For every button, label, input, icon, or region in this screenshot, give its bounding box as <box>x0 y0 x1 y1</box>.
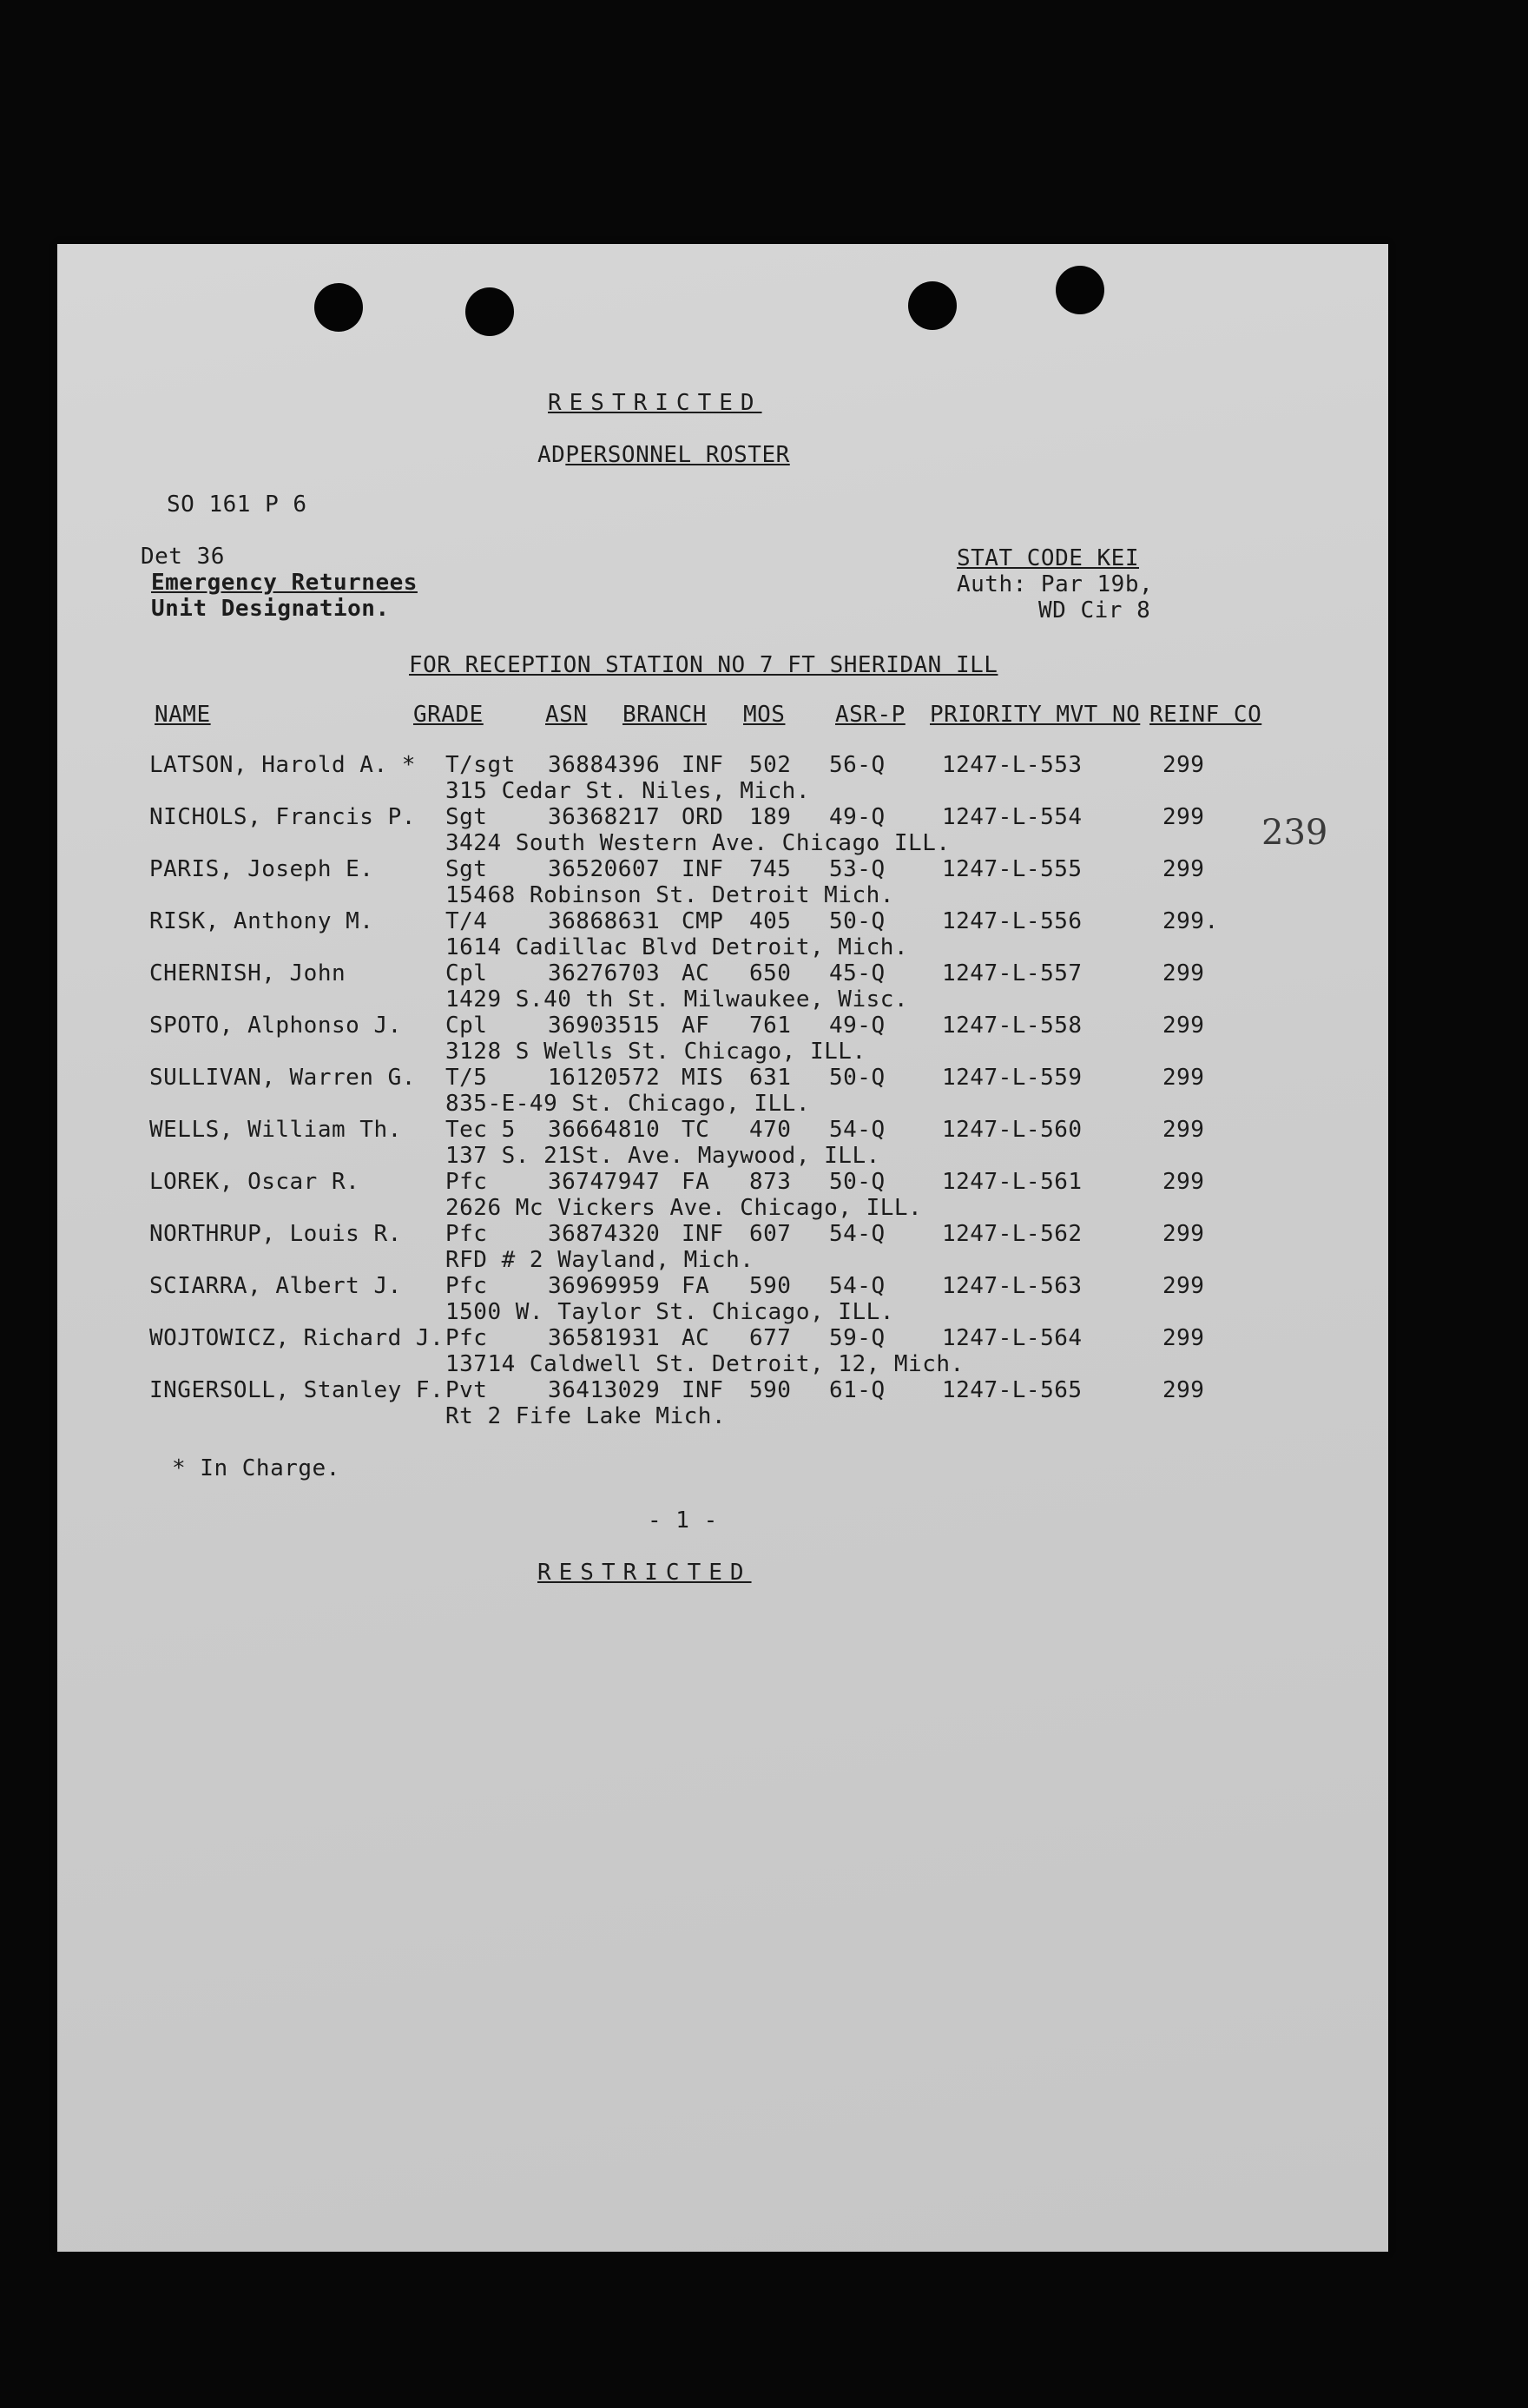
branch-cell: FA <box>682 1169 710 1195</box>
asr-cell: 50-Q <box>829 1065 886 1091</box>
name-cell: NORTHRUP, Louis R. <box>149 1221 402 1247</box>
column-priority: PRIORITY MVT NO <box>930 702 1141 728</box>
mos-cell: 405 <box>749 908 792 934</box>
address-cell: 3424 South Western Ave. Chicago ILL. <box>445 830 951 856</box>
address-line <box>57 1299 1388 1325</box>
branch-cell: CMP <box>682 908 724 934</box>
name-cell: LOREK, Oscar R. <box>149 1169 360 1195</box>
grade-cell: Pfc <box>445 1221 488 1247</box>
asr-cell: 53-Q <box>829 856 886 882</box>
address-line <box>57 778 1388 804</box>
table-row <box>57 752 1388 778</box>
stamped-page-number: 239 <box>1261 813 1328 853</box>
mos-cell: 631 <box>749 1065 792 1091</box>
roster-title <box>537 442 790 468</box>
name-cell: SPOTO, Alphonso J. <box>149 1013 402 1039</box>
mos-cell: 677 <box>749 1325 792 1351</box>
grade-cell: Pfc <box>445 1325 488 1351</box>
mos-cell: 873 <box>749 1169 792 1195</box>
grade-cell: Pfc <box>445 1273 488 1299</box>
branch-cell: FA <box>682 1273 710 1299</box>
asn-cell: 36969959 <box>548 1273 661 1299</box>
reinf-cell: 299 <box>1162 1325 1205 1351</box>
priority-cell: 1247-L-556 <box>942 908 1083 934</box>
reinf-cell: 299 <box>1162 1117 1205 1143</box>
address-line <box>57 1351 1388 1377</box>
grade-cell: T/sgt <box>445 752 516 778</box>
grade-cell: Tec 5 <box>445 1117 516 1143</box>
table-row <box>57 908 1388 934</box>
asr-cell: 59-Q <box>829 1325 886 1351</box>
punch-hole <box>465 287 514 336</box>
asr-cell: 56-Q <box>829 752 886 778</box>
grade-cell: Sgt <box>445 856 488 882</box>
reinf-cell: 299 <box>1162 960 1205 986</box>
order-reference: SO 161 P 6 <box>167 491 307 518</box>
column-mos: MOS <box>743 702 786 728</box>
asr-cell: 61-Q <box>829 1377 886 1403</box>
address-cell: 1500 W. Taylor St. Chicago, ILL. <box>445 1299 894 1325</box>
column-asn: ASN <box>545 702 588 728</box>
mos-cell: 590 <box>749 1273 792 1299</box>
title-prefix: AD <box>537 442 566 468</box>
mos-cell: 590 <box>749 1377 792 1403</box>
asr-cell: 54-Q <box>829 1221 886 1247</box>
table-row <box>57 804 1388 830</box>
branch-cell: MIS <box>682 1065 724 1091</box>
address-line <box>57 830 1388 856</box>
authority-line-1: Auth: Par 19b, <box>957 571 1154 597</box>
table-row <box>57 1377 1388 1403</box>
asr-cell: 54-Q <box>829 1117 886 1143</box>
grade-cell: T/4 <box>445 908 488 934</box>
asn-cell: 16120572 <box>548 1065 661 1091</box>
table-row <box>57 1169 1388 1195</box>
branch-cell: AC <box>682 960 710 986</box>
asn-cell: 36368217 <box>548 804 661 830</box>
grade-cell: Cpl <box>445 960 488 986</box>
priority-cell: 1247-L-565 <box>942 1377 1083 1403</box>
priority-cell: 1247-L-555 <box>942 856 1083 882</box>
reinf-cell: 299 <box>1162 1065 1205 1091</box>
column-header-row <box>57 702 1388 728</box>
address-line <box>57 934 1388 960</box>
classification-bottom: RESTRICTED <box>537 1560 752 1586</box>
priority-cell: 1247-L-557 <box>942 960 1083 986</box>
asn-cell: 36413029 <box>548 1377 661 1403</box>
asn-cell: 36664810 <box>548 1117 661 1143</box>
mos-cell: 650 <box>749 960 792 986</box>
priority-cell: 1247-L-561 <box>942 1169 1083 1195</box>
asn-cell: 36520607 <box>548 856 661 882</box>
address-cell: 15468 Robinson St. Detroit Mich. <box>445 882 894 908</box>
address-line <box>57 1091 1388 1117</box>
name-cell: WOJTOWICZ, Richard J. <box>149 1325 445 1351</box>
asn-cell: 36581931 <box>548 1325 661 1351</box>
asn-cell: 36276703 <box>548 960 661 986</box>
asn-cell: 36868631 <box>548 908 661 934</box>
grade-cell: Cpl <box>445 1013 488 1039</box>
address-line <box>57 1403 1388 1429</box>
priority-cell: 1247-L-554 <box>942 804 1083 830</box>
grade-cell: T/5 <box>445 1065 488 1091</box>
address-cell: RFD # 2 Wayland, Mich. <box>445 1247 754 1273</box>
title-text: PERSONNEL ROSTER <box>565 442 790 468</box>
asn-cell: 36874320 <box>548 1221 661 1247</box>
name-cell: CHERNISH, John <box>149 960 346 986</box>
footnote: * In Charge. <box>172 1455 340 1481</box>
table-row <box>57 856 1388 882</box>
address-line <box>57 1039 1388 1065</box>
reinf-cell: 299 <box>1162 1273 1205 1299</box>
asr-cell: 49-Q <box>829 804 886 830</box>
detachment: Det 36 <box>141 544 225 570</box>
reinf-cell: 299 <box>1162 752 1205 778</box>
address-line <box>57 1247 1388 1273</box>
address-line <box>57 882 1388 908</box>
address-cell: Rt 2 Fife Lake Mich. <box>445 1403 727 1429</box>
address-line <box>57 1143 1388 1169</box>
priority-cell: 1247-L-560 <box>942 1117 1083 1143</box>
priority-cell: 1247-L-563 <box>942 1273 1083 1299</box>
authority-line-2: WD Cir 8 <box>1038 597 1151 623</box>
address-cell: 1614 Cadillac Blvd Detroit, Mich. <box>445 934 909 960</box>
stat-code: STAT CODE KEI <box>957 545 1139 571</box>
column-name: NAME <box>155 702 211 728</box>
page-number: - 1 - <box>648 1507 718 1534</box>
punch-hole <box>1056 266 1104 314</box>
branch-cell: INF <box>682 856 724 882</box>
priority-cell: 1247-L-559 <box>942 1065 1083 1091</box>
asr-cell: 49-Q <box>829 1013 886 1039</box>
branch-cell: ORD <box>682 804 724 830</box>
column-branch: BRANCH <box>622 702 707 728</box>
name-cell: NICHOLS, Francis P. <box>149 804 416 830</box>
address-cell: 1429 S.40 th St. Milwaukee, Wisc. <box>445 986 909 1013</box>
asn-cell: 36747947 <box>548 1169 661 1195</box>
branch-cell: TC <box>682 1117 710 1143</box>
column-reinf: REINF CO <box>1149 702 1262 728</box>
table-row <box>57 1273 1388 1299</box>
table-row <box>57 960 1388 986</box>
address-line <box>57 986 1388 1013</box>
branch-cell: INF <box>682 1377 724 1403</box>
unit-designation-label: Unit Designation. <box>151 596 390 622</box>
address-cell: 2626 Mc Vickers Ave. Chicago, ILL. <box>445 1195 923 1221</box>
unit-name: Emergency Returnees <box>151 570 418 596</box>
grade-cell: Sgt <box>445 804 488 830</box>
table-row <box>57 1065 1388 1091</box>
name-cell: SCIARRA, Albert J. <box>149 1273 402 1299</box>
mos-cell: 189 <box>749 804 792 830</box>
punch-hole <box>908 281 957 330</box>
column-grade: GRADE <box>413 702 484 728</box>
destination: FOR RECEPTION STATION NO 7 FT SHERIDAN ILL <box>409 652 998 678</box>
branch-cell: INF <box>682 1221 724 1247</box>
name-cell: LATSON, Harold A. * <box>149 752 416 778</box>
mos-cell: 607 <box>749 1221 792 1247</box>
reinf-cell: 299 <box>1162 1169 1205 1195</box>
address-cell: 3128 S Wells St. Chicago, ILL. <box>445 1039 866 1065</box>
priority-cell: 1247-L-553 <box>942 752 1083 778</box>
asn-cell: 36903515 <box>548 1013 661 1039</box>
branch-cell: AC <box>682 1325 710 1351</box>
table-row <box>57 1013 1388 1039</box>
address-line <box>57 1195 1388 1221</box>
table-row <box>57 1221 1388 1247</box>
name-cell: SULLIVAN, Warren G. <box>149 1065 416 1091</box>
classification-top: RESTRICTED <box>548 390 762 416</box>
branch-cell: AF <box>682 1013 710 1039</box>
mos-cell: 745 <box>749 856 792 882</box>
column-asr: ASR-P <box>835 702 906 728</box>
reinf-cell: 299 <box>1162 1221 1205 1247</box>
mos-cell: 502 <box>749 752 792 778</box>
branch-cell: INF <box>682 752 724 778</box>
document-page <box>57 244 1388 2252</box>
asr-cell: 45-Q <box>829 960 886 986</box>
priority-cell: 1247-L-558 <box>942 1013 1083 1039</box>
reinf-cell: 299 <box>1162 1013 1205 1039</box>
asr-cell: 50-Q <box>829 1169 886 1195</box>
priority-cell: 1247-L-562 <box>942 1221 1083 1247</box>
grade-cell: Pvt <box>445 1377 488 1403</box>
asr-cell: 50-Q <box>829 908 886 934</box>
reinf-cell: 299 <box>1162 804 1205 830</box>
name-cell: INGERSOLL, Stanley F. <box>149 1377 445 1403</box>
name-cell: PARIS, Joseph E. <box>149 856 374 882</box>
address-cell: 835-E-49 St. Chicago, ILL. <box>445 1091 810 1117</box>
address-cell: 13714 Caldwell St. Detroit, 12, Mich. <box>445 1351 965 1377</box>
mos-cell: 761 <box>749 1013 792 1039</box>
priority-cell: 1247-L-564 <box>942 1325 1083 1351</box>
table-row <box>57 1325 1388 1351</box>
punch-hole <box>314 283 363 332</box>
reinf-cell: 299 <box>1162 1377 1205 1403</box>
address-cell: 315 Cedar St. Niles, Mich. <box>445 778 810 804</box>
asn-cell: 36884396 <box>548 752 661 778</box>
grade-cell: Pfc <box>445 1169 488 1195</box>
name-cell: RISK, Anthony M. <box>149 908 374 934</box>
asr-cell: 54-Q <box>829 1273 886 1299</box>
reinf-cell: 299 <box>1162 856 1205 882</box>
table-row <box>57 1117 1388 1143</box>
mos-cell: 470 <box>749 1117 792 1143</box>
reinf-cell: 299. <box>1162 908 1219 934</box>
address-cell: 137 S. 21St. Ave. Maywood, ILL. <box>445 1143 880 1169</box>
name-cell: WELLS, William Th. <box>149 1117 402 1143</box>
